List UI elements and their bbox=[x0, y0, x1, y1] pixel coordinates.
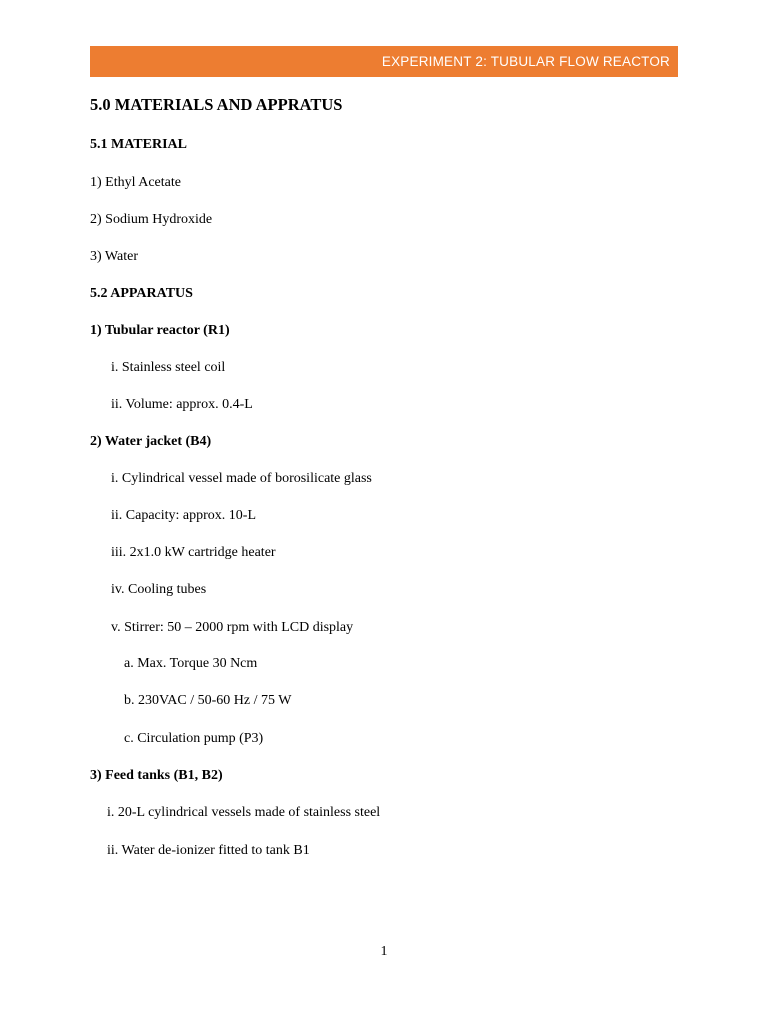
page-number: 1 bbox=[380, 944, 388, 959]
apparatus-item: i. Cylindrical vessel made of borosilicate glass bbox=[111, 471, 372, 486]
apparatus-heading: 5.2 APPARATUS bbox=[90, 286, 193, 301]
apparatus-subitem: a. Max. Torque 30 Ncm bbox=[124, 656, 258, 671]
apparatus-item: i. 20-L cylindrical vessels made of stainless steel bbox=[107, 805, 381, 820]
apparatus-subitem: c. Circulation pump (P3) bbox=[124, 731, 264, 746]
apparatus-item: ii. Volume: approx. 0.4-L bbox=[111, 397, 253, 412]
material-item: 3) Water bbox=[90, 249, 138, 264]
apparatus-item: i. Stainless steel coil bbox=[111, 360, 226, 375]
apparatus-item: ii. Capacity: approx. 10-L bbox=[111, 508, 257, 523]
header-title: EXPERIMENT 2: TUBULAR FLOW REACTOR bbox=[381, 54, 670, 69]
material-item: 1) Ethyl Acetate bbox=[90, 175, 181, 190]
section-title: 5.0 MATERIALS AND APPRATUS bbox=[90, 95, 343, 114]
apparatus-item: iii. 2x1.0 kW cartridge heater bbox=[111, 545, 276, 560]
apparatus-item: ii. Water de-ionizer fitted to tank B1 bbox=[107, 843, 310, 858]
apparatus-group-heading: 2) Water jacket (B4) bbox=[90, 434, 212, 449]
apparatus-group-heading: 1) Tubular reactor (R1) bbox=[90, 323, 230, 338]
apparatus-group-heading: 3) Feed tanks (B1, B2) bbox=[90, 768, 223, 783]
apparatus-item: iv. Cooling tubes bbox=[111, 582, 207, 597]
header-band bbox=[90, 46, 678, 77]
material-heading: 5.1 MATERIAL bbox=[90, 137, 187, 152]
apparatus-subitem: b. 230VAC / 50-60 Hz / 75 W bbox=[124, 693, 292, 708]
material-item: 2) Sodium Hydroxide bbox=[90, 212, 213, 227]
apparatus-item: v. Stirrer: 50 – 2000 rpm with LCD display bbox=[111, 620, 354, 635]
